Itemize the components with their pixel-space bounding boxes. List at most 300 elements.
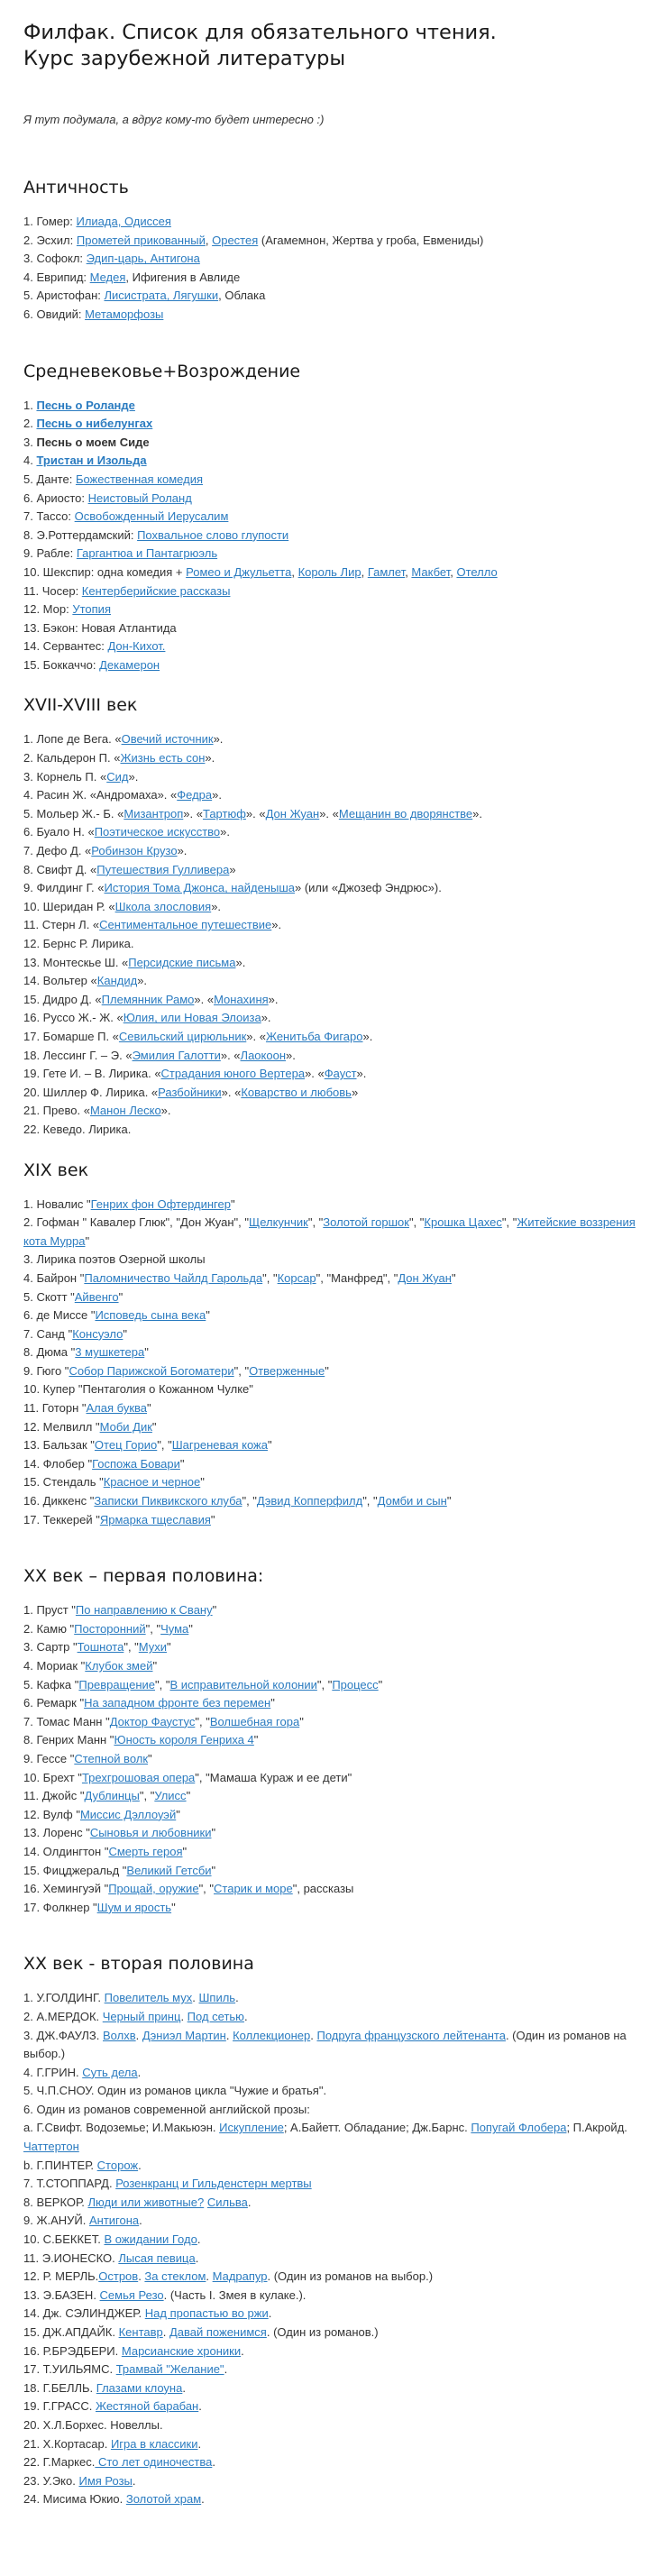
book-link[interactable]: Неистовый Роланд: [87, 490, 192, 505]
book-link[interactable]: Шум и ярость: [96, 1900, 172, 1914]
list-item: [23, 471, 645, 490]
book-link[interactable]: Эмилия Галотти: [132, 1048, 221, 1062]
list-item-text: . (Часть I. Змея в кулаке.).: [163, 2287, 307, 2302]
list-item: [23, 1362, 645, 1381]
book-link[interactable]: Тристан и Изольда: [36, 454, 147, 468]
list-item-text: 8. ВЕРКОР.: [23, 2195, 88, 2209]
list-item-text: ", ": [242, 1494, 257, 1508]
book-link[interactable]: Коллекционер: [233, 2028, 311, 2042]
book-link[interactable]: Госпожа Бовари: [92, 1456, 180, 1471]
list-item-text: .: [182, 2380, 186, 2395]
list-item: [23, 1511, 645, 1530]
list-item-text: 10. Шекспир: одна комедия +: [23, 564, 187, 579]
list-item: [23, 306, 645, 325]
list-item: [23, 2416, 645, 2435]
book-link[interactable]: Сто лет одиночества: [95, 2455, 213, 2470]
list-item: [23, 1657, 645, 1676]
list-item-text: ».: [271, 918, 282, 932]
book-link[interactable]: Кандид: [96, 974, 138, 988]
book-link[interactable]: Страдания юного Вертера: [160, 1067, 306, 1081]
list-item-text: 6. Один из романов современной английской прозы:: [23, 2102, 310, 2116]
list-item: [23, 1270, 645, 1288]
book-link[interactable]: Кентавр: [118, 2325, 163, 2339]
list-item-text: ». «: [220, 1048, 241, 1062]
book-link[interactable]: Персидские письма: [128, 955, 236, 969]
book-link[interactable]: Тартюф: [202, 806, 246, 820]
list-item: [23, 1047, 645, 1066]
book-link[interactable]: Золотой храм: [125, 2492, 202, 2507]
list-item-text: 8. Свифт Д. «: [23, 862, 97, 876]
book-link[interactable]: Моби Дик: [99, 1419, 152, 1434]
book-link[interactable]: Дон Жуан: [398, 1270, 452, 1285]
list-item-text: ", ": [145, 1621, 161, 1636]
list-item: [23, 1713, 645, 1732]
list-item-text: .: [138, 2158, 142, 2172]
list-item-text: .: [225, 2028, 233, 2042]
list-item: [23, 1214, 645, 1251]
list-item-text: ": [451, 1270, 456, 1285]
list-item-text: 14. Дж. СЭЛИНДЖЕР.: [23, 2306, 145, 2321]
list-item-text: 9. Гюго ": [23, 1363, 69, 1378]
list-item-text: 18. Лессинг Г. – Э. «: [23, 1048, 133, 1062]
book-link[interactable]: Освобожденный Иерусалим: [74, 509, 229, 524]
book-link[interactable]: Гамлет: [367, 564, 406, 579]
list-item-text: 12. Мелвилл ": [23, 1419, 100, 1434]
list-item: [23, 1065, 645, 1084]
book-link[interactable]: Сентиментальное путешествие: [99, 918, 272, 932]
list-item-text: ", ": [139, 1789, 155, 1803]
list-item-text: ", ": [157, 1438, 172, 1453]
book-link[interactable]: Имя Розы: [78, 2473, 133, 2488]
book-link[interactable]: Паломничество Чайлд Гарольда: [84, 1270, 263, 1285]
list-item: [23, 1251, 645, 1270]
list-item-text: ": [123, 1326, 127, 1341]
list-item-text: ,: [405, 564, 412, 579]
list-item-text: 12. Мор:: [23, 602, 73, 617]
list-item-text: а. Г.Свифт. Водоземье; И.Макьюэн.: [23, 2121, 220, 2135]
list-item: [23, 2082, 645, 2101]
page-title: [23, 20, 645, 72]
book-link[interactable]: Сторож: [96, 2158, 139, 2172]
list-item-text: ": [446, 1494, 452, 1508]
list-item-text: ».: [356, 1067, 367, 1081]
book-link[interactable]: Повелитель мух: [104, 1991, 193, 2005]
list-item-text: 15. Стендаль ": [23, 1475, 104, 1490]
list-item-text: 2. Камю ": [23, 1621, 75, 1636]
list-item-text: .: [212, 2455, 215, 2470]
list-item-text: ", "Мамаша Кураж и ее дети": [195, 1770, 352, 1784]
list-item: [23, 805, 645, 824]
book-link[interactable]: Превращение: [78, 1677, 156, 1691]
book-link[interactable]: Дон Жуан: [265, 806, 320, 820]
book-link[interactable]: Марсианские хроники: [121, 2343, 242, 2358]
list-item-text: . (Один из романов на выбор.): [23, 2028, 627, 2061]
book-link[interactable]: В исправительной колонии: [169, 1677, 317, 1691]
list-item-text: ": [200, 1475, 205, 1490]
list-item-text: ": [182, 1844, 188, 1858]
list-item-text: ": [151, 1419, 157, 1434]
book-link[interactable]: Клубок змей: [85, 1659, 153, 1673]
book-link[interactable]: Великий Гетсби: [126, 1863, 212, 1877]
list-item-text: 12. Бернс Р. Лирика.: [23, 937, 134, 950]
list-item-text: ,: [361, 564, 368, 579]
list-item: [23, 619, 645, 638]
list-item-text: 1. Лопе де Вега. «: [23, 732, 122, 747]
book-link[interactable]: Золотой горшок: [323, 1215, 409, 1230]
book-link[interactable]: Дублинцы: [84, 1789, 140, 1803]
book-link[interactable]: Песнь о нибелунгах: [36, 417, 153, 431]
list-item-text: 12. Вулф ": [23, 1807, 80, 1821]
list-item: [23, 1824, 645, 1843]
list-item: [23, 1989, 645, 2008]
list-item: [23, 1694, 645, 1713]
list-item: [23, 269, 645, 288]
book-link[interactable]: Песнь о Роланде: [36, 398, 135, 412]
book-link[interactable]: Генрих фон Офтердингер: [90, 1196, 231, 1211]
list-item-text: 21. Прево. «: [23, 1104, 90, 1118]
book-link[interactable]: За стеклом: [144, 2269, 206, 2284]
book-link[interactable]: Монахиня: [214, 992, 269, 1006]
list-item: [23, 1806, 645, 1825]
book-link[interactable]: Старик и море: [214, 1882, 293, 1896]
book-link[interactable]: Записки Пиквикского клуба: [94, 1494, 242, 1508]
book-link[interactable]: Чаттертон: [23, 2140, 79, 2154]
book-link[interactable]: История Тома Джонса, найденыша: [104, 881, 295, 895]
list-item-text: (Агамемнон, Жертва у гроба, Евмениды): [258, 233, 484, 247]
list-item: [23, 954, 645, 973]
book-link[interactable]: Прометей прикованный: [76, 233, 206, 247]
book-link[interactable]: Домби и сын: [377, 1494, 447, 1508]
list-item: [23, 2305, 645, 2324]
book-link[interactable]: Попугай Флобера: [471, 2121, 567, 2135]
list-item-text: 5. Мольер Ж.- Б. «: [23, 806, 124, 820]
list-item: [23, 823, 645, 842]
list-item-text: 14. Вольтер «: [23, 974, 97, 988]
book-link[interactable]: Суть дела: [82, 2065, 138, 2079]
book-link[interactable]: Макбет: [411, 564, 451, 579]
list-item-text: 17. Фолкнер ": [23, 1900, 97, 1914]
list-item-text: 5. Аристофан:: [23, 289, 105, 303]
list-item: [23, 2453, 645, 2472]
list-item-text: ».: [362, 1029, 373, 1043]
book-link[interactable]: Декамерон: [99, 657, 160, 672]
list-item-text: 16. Диккенс ": [23, 1494, 95, 1508]
list-item-text: 4. Г.ГРИН.: [23, 2065, 83, 2079]
list-item: [23, 1862, 645, 1881]
list-item-text: ».: [128, 769, 139, 784]
list-item: [23, 452, 645, 471]
book-link[interactable]: Король Лир: [297, 564, 361, 579]
list-item-text: .: [180, 2009, 188, 2023]
book-link[interactable]: Фауст: [324, 1067, 357, 1081]
book-link[interactable]: Эдип-царь, Антигона: [86, 252, 200, 266]
book-link[interactable]: Жизнь есть сон: [120, 751, 206, 765]
list-item: [23, 2490, 645, 2509]
book-link[interactable]: Племянник Рамо: [101, 992, 195, 1006]
book-link[interactable]: Гаргантюа и Пантагрюэль: [76, 546, 218, 561]
list-item-text: 8. Э.Роттердамский:: [23, 527, 138, 542]
list-item-text: 11. Готорн ": [23, 1401, 87, 1416]
list-item: [23, 1009, 645, 1028]
book-link[interactable]: Робинзон Крузо: [91, 844, 178, 858]
list-item-text: 16. Руссо Ж.- Ж. «: [23, 1011, 124, 1025]
list-item-text: 15. Фицджеральд ": [23, 1863, 127, 1877]
list-item-text: 19. Г.ГРАСС.: [23, 2399, 96, 2414]
book-link[interactable]: Ромео и Джульетта: [186, 564, 292, 579]
list-item-text: ; П.Акройд.: [566, 2121, 627, 2135]
book-link[interactable]: Похвальное слово глупости: [137, 527, 289, 542]
book-link[interactable]: Коварство и любовь: [241, 1085, 352, 1099]
book-link[interactable]: Мещанин во дворянстве: [338, 806, 473, 820]
list-item-text: » (или «Джозеф Эндрюс»).: [294, 881, 442, 895]
list-item: [23, 972, 645, 991]
list-item-text: 7. Т.СТОППАРД.: [23, 2177, 116, 2191]
book-link[interactable]: Овечий источник: [121, 732, 214, 747]
book-link[interactable]: Лысая певица: [118, 2251, 196, 2265]
section-title-20-century-first-half: XX век – первая половина:: [23, 1566, 264, 1587]
list-item-text: ": [118, 1289, 124, 1304]
book-link[interactable]: По направлению к Свану: [75, 1603, 213, 1618]
book-link[interactable]: Отелло: [456, 564, 498, 579]
book-link[interactable]: Исповедь сына века: [95, 1308, 206, 1323]
list-item: [23, 656, 645, 675]
book-link[interactable]: Шагреневая кожа: [171, 1438, 268, 1453]
book-link[interactable]: Отец Горио: [94, 1438, 158, 1453]
book-link[interactable]: Игра в классики: [110, 2436, 198, 2451]
book-link[interactable]: Дон-Кихот.: [107, 639, 166, 654]
book-link[interactable]: Медея: [89, 270, 126, 284]
list-item-text: 21. Х.Кортасар.: [23, 2436, 111, 2451]
book-link[interactable]: Орестея: [212, 233, 259, 247]
book-link[interactable]: Над пропастью во ржи: [144, 2306, 269, 2321]
book-link[interactable]: Волшебная гора: [209, 1714, 300, 1728]
list-item-text: ».: [137, 974, 148, 988]
list-item-text: .: [197, 2436, 202, 2451]
book-link[interactable]: Сильва: [206, 2195, 248, 2209]
list-item: [23, 730, 645, 749]
book-link[interactable]: Школа злословия: [114, 899, 212, 913]
book-link[interactable]: Ярмарка тщеславия: [99, 1512, 211, 1526]
book-link[interactable]: В ожидании Годо: [104, 2232, 197, 2247]
book-link[interactable]: Юность короля Генриха 4: [114, 1733, 254, 1747]
book-link[interactable]: Красное и черное: [103, 1475, 201, 1490]
book-link[interactable]: Манон Леско: [89, 1104, 161, 1118]
list-item-text: ": [176, 1807, 180, 1821]
book-link[interactable]: Житейские воззрения кота Мурра: [23, 1215, 636, 1248]
book-link[interactable]: Щелкунчик: [249, 1215, 308, 1230]
list-item: [23, 1492, 645, 1511]
list-item-text: 2. Кальдерон П. «: [23, 751, 121, 765]
book-link[interactable]: Черный принц: [102, 2009, 181, 2023]
list-item: [23, 2342, 645, 2361]
book-link[interactable]: Алая буква: [86, 1401, 147, 1416]
list-item-text: ». «: [246, 1029, 266, 1043]
book-link[interactable]: Семья Резо: [99, 2287, 164, 2302]
list-item-text: ,: [291, 564, 298, 579]
book-link[interactable]: Кентерберийские рассказы: [81, 583, 231, 598]
book-link[interactable]: Искупление: [219, 2121, 284, 2135]
list-item: [23, 935, 645, 954]
book-link[interactable]: 3 мушкетера: [75, 1345, 145, 1360]
book-link[interactable]: Женитьба Фигаро: [265, 1029, 363, 1043]
book-link[interactable]: Собор Парижской Богоматери: [69, 1363, 234, 1378]
list-item-text: »: [351, 1085, 359, 1099]
book-link[interactable]: Глазами клоуна: [96, 2380, 183, 2395]
list-item-text: 13. Бальзак ": [23, 1438, 95, 1453]
book-link[interactable]: Трамвай "Желание": [115, 2362, 224, 2377]
list-item-text: 5. Кафка ": [23, 1677, 79, 1691]
list-item-text: .: [224, 2362, 228, 2377]
book-link[interactable]: Лисистрата, Лягушки: [104, 289, 219, 303]
section-title-19-century: XIX век: [23, 1160, 89, 1180]
list-item: [23, 2027, 645, 2064]
list-item-text: ,: [450, 564, 457, 579]
list-item-text: 22. Г.Маркес.: [23, 2455, 96, 2470]
book-link[interactable]: Сид: [106, 769, 129, 784]
book-link[interactable]: Корсар: [277, 1270, 316, 1285]
list-item-text: ", ": [233, 1363, 250, 1378]
list-item-text: 5. Данте:: [23, 472, 76, 486]
book-link[interactable]: Степной волк: [74, 1751, 149, 1765]
list-item: [23, 2361, 645, 2379]
book-link[interactable]: Консуэло: [72, 1326, 124, 1341]
list-item-text: ": [253, 1733, 259, 1747]
list-item: [23, 250, 645, 269]
book-link[interactable]: Миссис Дэллоуэй: [79, 1807, 177, 1821]
book-link[interactable]: Смерть героя: [108, 1844, 183, 1858]
book-link[interactable]: Мизантроп: [124, 806, 184, 820]
list-item-text: .: [243, 2009, 248, 2023]
book-link[interactable]: Сыновья и любовники: [89, 1826, 212, 1840]
book-link[interactable]: Процесс: [332, 1677, 379, 1691]
list-item-text: 17. Теккерей ": [23, 1512, 100, 1526]
list-item: [23, 2472, 645, 2491]
list-item-text: »: [229, 862, 236, 876]
book-link[interactable]: Крошка Цахес: [424, 1215, 502, 1230]
list-item: [23, 637, 645, 656]
list-item-text: .: [192, 1991, 199, 2005]
list-item-text: ».: [235, 955, 246, 969]
book-link[interactable]: Утопия: [72, 602, 111, 617]
list-item-text: .: [135, 2028, 142, 2042]
list-item-text: 4. Расин Ж. «Андромаха». «: [23, 788, 178, 802]
list-item-text: ": [186, 1789, 191, 1803]
book-link[interactable]: Отверженные: [249, 1363, 325, 1378]
book-link[interactable]: Лаокоон: [240, 1048, 286, 1062]
list-item-text: ", ": [316, 1677, 333, 1691]
list-item-text: , Ифигения в Авлиде: [125, 270, 241, 284]
book-link[interactable]: Под сетью: [187, 2009, 244, 2023]
list-item: [23, 1676, 645, 1695]
book-link[interactable]: Поэтическое искусство: [94, 825, 221, 839]
list-item: [23, 213, 645, 232]
book-link[interactable]: Мадрапур: [212, 2269, 268, 2284]
list-item-text: ».: [212, 788, 222, 802]
list-item-text: ": [267, 1438, 272, 1453]
list-item-text: ": [230, 1196, 235, 1211]
list-item-text: 10. Брехт ": [23, 1770, 82, 1784]
book-link[interactable]: Трехгрошовая опера: [81, 1770, 196, 1784]
list-item-text: 5. Ч.П.СНОУ. Один из романов цикла "Чужие и братья".: [23, 2084, 327, 2098]
book-link[interactable]: Чума: [160, 1621, 189, 1636]
list-item-text: 5. Скотт ": [23, 1289, 75, 1304]
book-link[interactable]: Мухи: [138, 1640, 168, 1655]
book-link[interactable]: Юлия, или Новая Элоиза: [123, 1011, 261, 1025]
book-link[interactable]: Путешествия Гулливера: [96, 862, 230, 876]
list-item-text: 4. Еврипид:: [23, 270, 90, 284]
book-link[interactable]: Илиада, Одиссея: [76, 215, 171, 228]
list-item: [23, 898, 645, 917]
section-title-antiquity: Античность: [23, 178, 129, 197]
list-item: [23, 2250, 645, 2269]
list-item-text: ": [270, 1696, 275, 1710]
book-link[interactable]: Волхв: [103, 2028, 136, 2042]
list-item: [23, 2287, 645, 2306]
book-link[interactable]: Айвенго: [74, 1289, 119, 1304]
book-link[interactable]: Дэниэл Мартин: [142, 2028, 226, 2042]
book-link[interactable]: Тошнота: [77, 1640, 124, 1655]
book-link[interactable]: Розенкранц и Гильденстерн мертвы: [115, 2177, 312, 2191]
list-item: [23, 415, 645, 434]
list-item: [23, 1306, 645, 1325]
book-link[interactable]: Подруга французского лейтенанта: [316, 2028, 506, 2042]
book-link[interactable]: Севильский цирюльник: [118, 1029, 247, 1043]
list-item-text: 8. Генрих Манн ": [23, 1733, 114, 1747]
book-link[interactable]: Федра: [177, 788, 213, 802]
list-item-text: 9. Филдинг Г. «: [23, 881, 105, 895]
book-link[interactable]: Прощай, оружие: [108, 1882, 199, 1896]
list-item: [23, 1418, 645, 1437]
book-link[interactable]: Люди или животные?: [87, 2195, 205, 2209]
list-item-text: .: [198, 2399, 202, 2414]
list-item-text: .: [310, 2028, 317, 2042]
list-item: [23, 232, 645, 251]
list-item: [23, 1638, 645, 1657]
list-item-text: ».: [261, 1011, 271, 1025]
list-item: [23, 1620, 645, 1639]
list-item-text: ", ": [124, 1640, 139, 1655]
list-item: [23, 582, 645, 601]
list-item: [23, 2119, 645, 2156]
list-item-text: .: [247, 2195, 252, 2209]
list-item-text: ": [147, 1401, 151, 1416]
book-link[interactable]: Метаморфозы: [85, 307, 164, 321]
section-title-17-18-century: XVII-XVIII век: [23, 695, 138, 716]
list-item-text: 14. Олдингтон ": [23, 1844, 109, 1858]
list-item-text: 23. У.Эко.: [23, 2473, 79, 2488]
list-item: [23, 1455, 645, 1474]
book-link[interactable]: Разбойники: [158, 1085, 222, 1099]
book-link[interactable]: Доктор Фаустус: [109, 1714, 196, 1728]
book-link[interactable]: Дэвид Копперфилд: [256, 1494, 363, 1508]
book-link[interactable]: На западном фронте без перемен: [84, 1696, 271, 1710]
book-link[interactable]: Давай поженимся: [169, 2325, 267, 2339]
book-link[interactable]: Шпиль: [198, 1991, 236, 2005]
list-item-text: ». «: [305, 1067, 325, 1081]
list-item-text: 7. Дефо Д. «: [23, 844, 92, 858]
list-item-text: 24. Мисима Юкио.: [23, 2492, 126, 2507]
book-link[interactable]: Улисс: [154, 1789, 187, 1803]
reading-list-17-18-century: [23, 730, 645, 1139]
book-link[interactable]: Божественная комедия: [75, 472, 203, 486]
list-item: [23, 434, 645, 453]
book-link[interactable]: Антигона: [88, 2214, 140, 2228]
list-item: [23, 1473, 645, 1492]
book-link[interactable]: Остров: [98, 2269, 139, 2284]
book-link[interactable]: Жестяной барабан: [95, 2399, 199, 2414]
section-title-20-century-second-half: XX век - вторая половина: [23, 1954, 254, 1975]
book-link[interactable]: Посторонний: [74, 1621, 146, 1636]
